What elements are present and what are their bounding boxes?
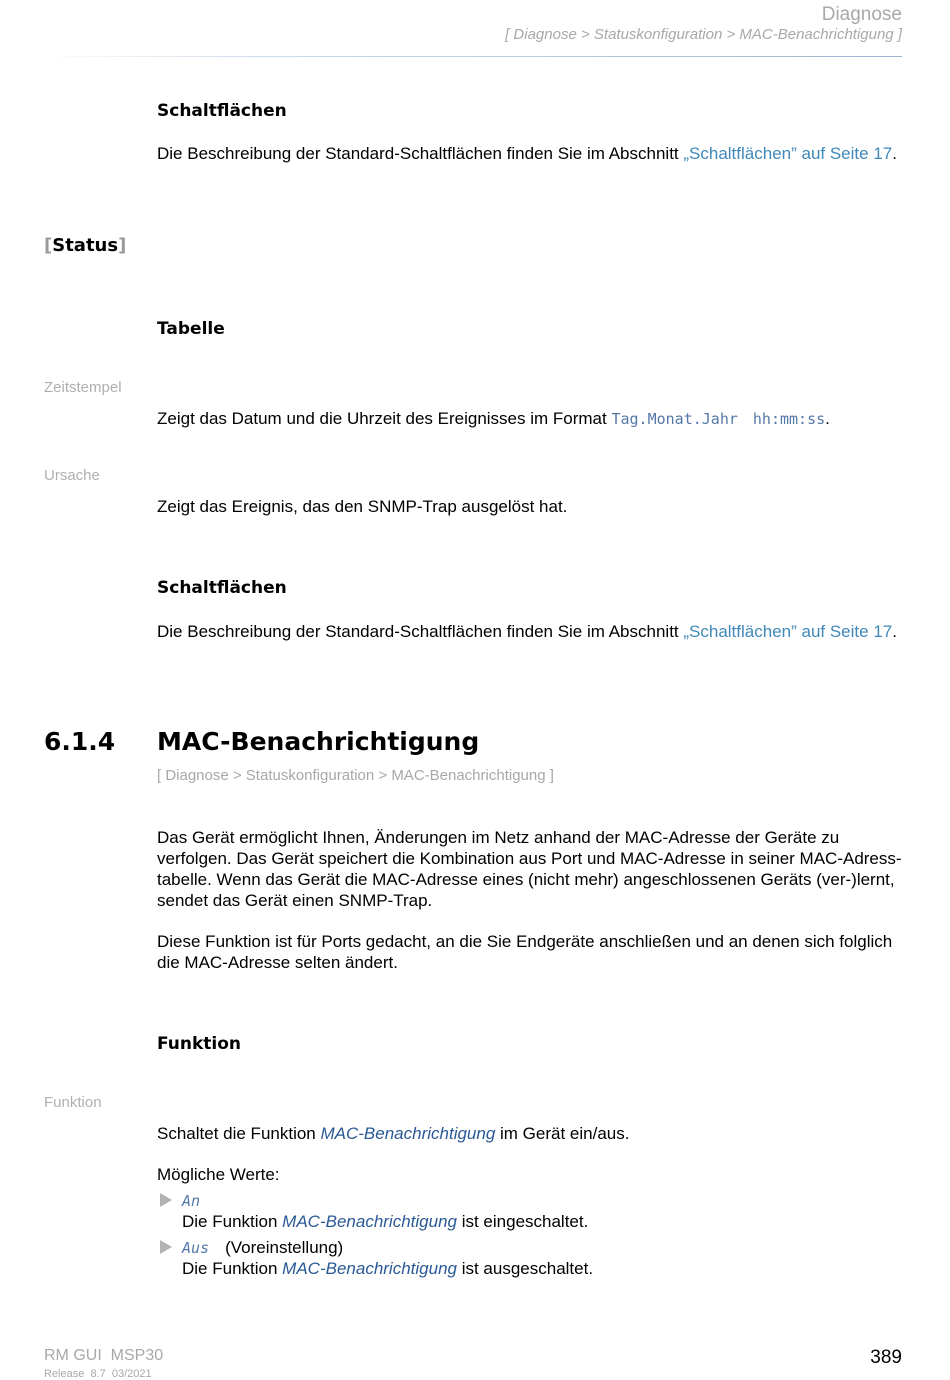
page-number: 389	[870, 1347, 902, 1368]
param-desc-zeitstempel	[157, 408, 830, 430]
param-text-end: im Gerät ein/aus.	[495, 1124, 630, 1143]
value-desc-end: ist ausgeschaltet.	[456, 1259, 594, 1278]
param-text: Schaltet die Funktion	[157, 1124, 321, 1143]
header-title: Diagnose	[821, 4, 902, 25]
code-time-format: hh:mm:ss	[752, 410, 826, 428]
section-heading-schaltflaechen: Schaltflächen	[157, 101, 287, 121]
value-code: An	[182, 1192, 201, 1210]
footer-doc-title: RM GUI MSP30	[44, 1347, 164, 1364]
value-desc-an	[182, 1211, 588, 1232]
param-desc-funktion	[157, 1123, 629, 1144]
section-heading-funktion: Funktion	[157, 1034, 242, 1054]
status-heading	[44, 235, 126, 256]
function-name: MAC-Benachrichtigung	[282, 1212, 457, 1231]
section-title: MAC-Benachrichtigung	[157, 727, 480, 756]
section-heading-tabelle: Tabelle	[157, 319, 225, 339]
paragraph-line: Diese Funktion ist für Ports gedacht, an die Sie Endgeräte anschließen und an denen sich folglich	[157, 932, 893, 951]
paragraph-line: tabelle. Wenn das Gerät die MAC-Adresse eines (nicht mehr) angeschlossenen Geräts (ver-)lernt,	[157, 870, 895, 889]
section-breadcrumb: [ Diagnose > Statuskonfiguration > MAC-Benachrichtigung ]	[157, 767, 554, 784]
param-end: .	[825, 409, 830, 428]
param-desc-ursache: Zeigt das Ereignis, das den SNMP-Trap ausgelöst hat.	[157, 497, 568, 516]
param-label-ursache: Ursache	[44, 467, 100, 484]
bracket-close: ]	[118, 235, 127, 256]
triangle-bullet-icon	[160, 1240, 172, 1254]
description-text: Die Beschreibung der Standard-Schaltflächen finden Sie im Abschnitt	[157, 144, 684, 163]
value-code-an	[182, 1192, 200, 1211]
triangle-bullet-icon	[160, 1193, 172, 1207]
value-desc-aus	[182, 1258, 593, 1279]
possible-values-label: Mögliche Werte:	[157, 1165, 280, 1184]
description-end: .	[892, 622, 897, 641]
bracket-open: [	[44, 235, 53, 256]
section-number: 6.1.4	[44, 727, 116, 756]
param-text: Zeigt das Datum und die Uhrzeit des Ereignisses im Format	[157, 409, 612, 428]
header-divider	[40, 56, 902, 57]
code-date-format: Tag.Monat.Jahr	[611, 410, 738, 428]
paragraph-line: die MAC-Adresse selten ändert.	[157, 953, 398, 972]
value-desc-text: Die Funktion	[182, 1259, 283, 1278]
mac-intro-paragraph	[157, 827, 907, 911]
paragraph-line: verfolgen. Das Gerät speichert die Kombination aus Port und MAC-Adresse in seiner MAC-Adress-	[157, 849, 902, 868]
paragraph-line: sendet das Gerät einen SNMP-Trap.	[157, 891, 433, 910]
description-text: Die Beschreibung der Standard-Schaltflächen finden Sie im Abschnitt	[157, 622, 684, 641]
value-code-aus	[182, 1237, 343, 1259]
param-label-funktion: Funktion	[44, 1094, 102, 1111]
function-name: MAC-Benachrichtigung	[320, 1124, 496, 1143]
schaltflaechen-description	[157, 143, 897, 164]
link-schaltflaechen[interactable]: „Schaltflächen” auf Seite 17	[683, 144, 893, 163]
function-name: MAC-Benachrichtigung	[282, 1259, 457, 1278]
mac-usage-paragraph	[157, 931, 907, 973]
header-breadcrumb: [ Diagnose > Statuskonfiguration > MAC-Benachrichtigung ]	[505, 26, 902, 43]
param-label-zeitstempel: Zeitstempel	[44, 379, 122, 396]
description-end: .	[892, 144, 897, 163]
value-desc-end: ist eingeschaltet.	[456, 1212, 589, 1231]
value-desc-text: Die Funktion	[182, 1212, 283, 1231]
status-title: Status	[52, 235, 119, 256]
schaltflaechen-description-2	[157, 621, 897, 642]
section-heading-schaltflaechen-2: Schaltflächen	[157, 578, 287, 598]
link-schaltflaechen-2[interactable]: „Schaltflächen” auf Seite 17	[683, 622, 893, 641]
paragraph-line: Das Gerät ermöglicht Ihnen, Änderungen im Netz anhand der MAC-Adresse der Geräte zu	[157, 828, 840, 847]
value-default-note: (Voreinstellung)	[225, 1238, 344, 1257]
value-code: Aus	[182, 1239, 210, 1257]
footer-release: Release 8.7 03/2021	[44, 1368, 152, 1380]
